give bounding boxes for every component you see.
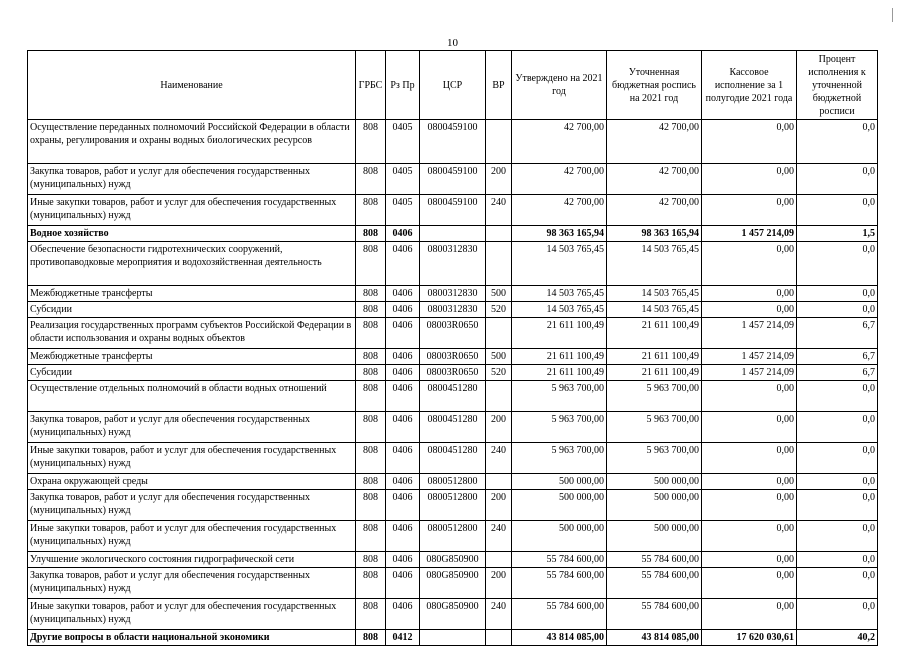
cell-vr: 500	[486, 349, 512, 365]
scan-edge-mark	[892, 8, 893, 22]
header-refined: Уточненная бюджетная роспись на 2021 год	[607, 51, 702, 120]
cell-name: Закупка товаров, работ и услуг для обеспечения государственных (муниципальных) нужд	[28, 164, 356, 195]
cell-executed: 0,00	[702, 443, 797, 474]
cell-rzpr: 0406	[386, 568, 420, 599]
cell-name: Улучшение экологического состояния гидрографической сети	[28, 552, 356, 568]
cell-grbs: 808	[356, 286, 386, 302]
cell-percent: 0,0	[797, 568, 878, 599]
cell-approved: 5 963 700,00	[512, 443, 607, 474]
cell-executed: 0,00	[702, 302, 797, 318]
cell-approved: 14 503 765,45	[512, 242, 607, 286]
cell-csr: 0800451280	[420, 412, 486, 443]
cell-percent: 0,0	[797, 120, 878, 164]
cell-refined: 42 700,00	[607, 195, 702, 226]
table-header-row	[28, 51, 878, 120]
cell-grbs: 808	[356, 474, 386, 490]
cell-vr	[486, 381, 512, 412]
header-name: Наименование	[28, 51, 356, 120]
cell-percent: 0,0	[797, 599, 878, 630]
cell-executed: 1 457 214,09	[702, 349, 797, 365]
cell-name: Субсидии	[28, 302, 356, 318]
cell-csr: 080G850900	[420, 568, 486, 599]
cell-rzpr: 0405	[386, 164, 420, 195]
cell-name: Закупка товаров, работ и услуг для обеспечения государственных (муниципальных) нужд	[28, 490, 356, 521]
cell-name: Иные закупки товаров, работ и услуг для обеспечения государственных (муниципальных) нужд	[28, 443, 356, 474]
cell-approved: 500 000,00	[512, 490, 607, 521]
cell-grbs: 808	[356, 226, 386, 242]
cell-csr: 0800512800	[420, 474, 486, 490]
cell-grbs: 808	[356, 412, 386, 443]
cell-executed: 1 457 214,09	[702, 365, 797, 381]
cell-vr	[486, 552, 512, 568]
cell-rzpr: 0406	[386, 599, 420, 630]
cell-approved: 14 503 765,45	[512, 286, 607, 302]
cell-executed: 0,00	[702, 120, 797, 164]
cell-csr: 080G850900	[420, 552, 486, 568]
cell-name: Иные закупки товаров, работ и услуг для обеспечения государственных (муниципальных) нужд	[28, 195, 356, 226]
cell-rzpr: 0406	[386, 349, 420, 365]
cell-grbs: 808	[356, 242, 386, 286]
cell-vr: 200	[486, 490, 512, 521]
cell-percent: 0,0	[797, 474, 878, 490]
cell-vr	[486, 120, 512, 164]
cell-refined: 500 000,00	[607, 521, 702, 552]
cell-name: Обеспечение безопасности гидротехнических сооружений, противопаводковые мероприятия и водохозяйственная деятельность	[28, 242, 356, 286]
cell-grbs: 808	[356, 164, 386, 195]
cell-percent: 0,0	[797, 195, 878, 226]
cell-rzpr: 0406	[386, 552, 420, 568]
cell-executed: 0,00	[702, 490, 797, 521]
cell-approved: 14 503 765,45	[512, 302, 607, 318]
cell-name: Другие вопросы в области национальной экономики	[28, 630, 356, 646]
cell-percent: 0,0	[797, 412, 878, 443]
cell-name: Осуществление отдельных полномочий в области водных отношений	[28, 381, 356, 412]
cell-refined: 42 700,00	[607, 120, 702, 164]
cell-refined: 500 000,00	[607, 490, 702, 521]
cell-refined: 5 963 700,00	[607, 443, 702, 474]
table-row	[28, 552, 878, 568]
cell-vr: 500	[486, 286, 512, 302]
cell-csr: 080G850900	[420, 599, 486, 630]
cell-percent: 0,0	[797, 552, 878, 568]
cell-grbs: 808	[356, 318, 386, 349]
table-row	[28, 242, 878, 286]
cell-name: Осуществление переданных полномочий Российской Федерации в области охраны, регулирования и охраны водных биологических ресурсов	[28, 120, 356, 164]
cell-executed: 1 457 214,09	[702, 226, 797, 242]
table-row	[28, 412, 878, 443]
cell-percent: 0,0	[797, 286, 878, 302]
cell-rzpr: 0406	[386, 490, 420, 521]
cell-rzpr: 0406	[386, 412, 420, 443]
cell-name: Межбюджетные трансферты	[28, 349, 356, 365]
cell-approved: 21 611 100,49	[512, 318, 607, 349]
cell-refined: 500 000,00	[607, 474, 702, 490]
cell-vr	[486, 318, 512, 349]
table-row	[28, 365, 878, 381]
cell-name: Закупка товаров, работ и услуг для обеспечения государственных (муниципальных) нужд	[28, 568, 356, 599]
cell-name: Межбюджетные трансферты	[28, 286, 356, 302]
table-row	[28, 226, 878, 242]
page-number: 10	[447, 37, 458, 49]
cell-executed: 0,00	[702, 286, 797, 302]
cell-csr: 0800512800	[420, 490, 486, 521]
cell-vr: 200	[486, 164, 512, 195]
cell-refined: 98 363 165,94	[607, 226, 702, 242]
cell-executed: 0,00	[702, 381, 797, 412]
cell-approved: 21 611 100,49	[512, 349, 607, 365]
cell-grbs: 808	[356, 443, 386, 474]
cell-refined: 55 784 600,00	[607, 599, 702, 630]
table-row	[28, 474, 878, 490]
header-grbs: ГРБС	[356, 51, 386, 120]
header-percent: Процент исполнения к уточненной бюджетной росписи	[797, 51, 878, 120]
cell-name: Охрана окружающей среды	[28, 474, 356, 490]
cell-percent: 0,0	[797, 490, 878, 521]
cell-vr	[486, 630, 512, 646]
table-row	[28, 381, 878, 412]
cell-grbs: 808	[356, 381, 386, 412]
cell-csr: 0800312830	[420, 302, 486, 318]
cell-csr: 0800312830	[420, 242, 486, 286]
table-row	[28, 195, 878, 226]
cell-csr: 08003R0650	[420, 318, 486, 349]
header-vr: ВР	[486, 51, 512, 120]
table-row	[28, 318, 878, 349]
cell-csr: 0800459100	[420, 195, 486, 226]
cell-csr: 0800451280	[420, 381, 486, 412]
header-csr: ЦСР	[420, 51, 486, 120]
cell-approved: 500 000,00	[512, 474, 607, 490]
cell-percent: 0,0	[797, 443, 878, 474]
cell-percent: 0,0	[797, 302, 878, 318]
cell-executed: 0,00	[702, 164, 797, 195]
cell-csr: 08003R0650	[420, 349, 486, 365]
cell-csr	[420, 630, 486, 646]
table-row	[28, 599, 878, 630]
cell-rzpr: 0412	[386, 630, 420, 646]
cell-rzpr: 0406	[386, 286, 420, 302]
header-rzpr: Рз Пр	[386, 51, 420, 120]
table-row	[28, 521, 878, 552]
cell-rzpr: 0406	[386, 521, 420, 552]
cell-csr: 0800451280	[420, 443, 486, 474]
cell-grbs: 808	[356, 365, 386, 381]
cell-vr: 200	[486, 568, 512, 599]
cell-refined: 42 700,00	[607, 164, 702, 195]
cell-refined: 21 611 100,49	[607, 318, 702, 349]
cell-csr: 0800459100	[420, 164, 486, 195]
cell-vr: 240	[486, 195, 512, 226]
cell-rzpr: 0405	[386, 120, 420, 164]
cell-rzpr: 0405	[386, 195, 420, 226]
cell-approved: 55 784 600,00	[512, 552, 607, 568]
cell-rzpr: 0406	[386, 226, 420, 242]
cell-grbs: 808	[356, 599, 386, 630]
table-row	[28, 302, 878, 318]
cell-refined: 5 963 700,00	[607, 412, 702, 443]
cell-grbs: 808	[356, 302, 386, 318]
cell-refined: 5 963 700,00	[607, 381, 702, 412]
cell-refined: 14 503 765,45	[607, 242, 702, 286]
cell-vr: 240	[486, 521, 512, 552]
cell-refined: 55 784 600,00	[607, 568, 702, 599]
cell-approved: 98 363 165,94	[512, 226, 607, 242]
cell-rzpr: 0406	[386, 318, 420, 349]
cell-rzpr: 0406	[386, 365, 420, 381]
cell-vr	[486, 474, 512, 490]
cell-name: Иные закупки товаров, работ и услуг для обеспечения государственных (муниципальных) нужд	[28, 599, 356, 630]
cell-executed: 17 620 030,61	[702, 630, 797, 646]
cell-percent: 6,7	[797, 318, 878, 349]
table-row	[28, 490, 878, 521]
cell-approved: 55 784 600,00	[512, 568, 607, 599]
header-executed: Кассовое исполнение за 1 полугодие 2021 года	[702, 51, 797, 120]
cell-rzpr: 0406	[386, 381, 420, 412]
cell-refined: 21 611 100,49	[607, 349, 702, 365]
cell-grbs: 808	[356, 490, 386, 521]
cell-approved: 43 814 085,00	[512, 630, 607, 646]
cell-name: Иные закупки товаров, работ и услуг для обеспечения государственных (муниципальных) нужд	[28, 521, 356, 552]
cell-percent: 6,7	[797, 349, 878, 365]
cell-executed: 0,00	[702, 412, 797, 443]
cell-vr: 240	[486, 443, 512, 474]
cell-vr: 240	[486, 599, 512, 630]
cell-executed: 1 457 214,09	[702, 318, 797, 349]
cell-percent: 1,5	[797, 226, 878, 242]
cell-csr: 0800312830	[420, 286, 486, 302]
cell-refined: 14 503 765,45	[607, 286, 702, 302]
cell-vr	[486, 226, 512, 242]
cell-approved: 42 700,00	[512, 120, 607, 164]
cell-vr	[486, 242, 512, 286]
cell-percent: 0,0	[797, 521, 878, 552]
cell-csr: 0800512800	[420, 521, 486, 552]
cell-grbs: 808	[356, 568, 386, 599]
cell-refined: 43 814 085,00	[607, 630, 702, 646]
cell-approved: 500 000,00	[512, 521, 607, 552]
cell-grbs: 808	[356, 120, 386, 164]
cell-vr: 520	[486, 365, 512, 381]
cell-approved: 55 784 600,00	[512, 599, 607, 630]
cell-csr	[420, 226, 486, 242]
table-row	[28, 120, 878, 164]
header-approved: Утверждено на 2021 год	[512, 51, 607, 120]
cell-executed: 0,00	[702, 599, 797, 630]
cell-name: Закупка товаров, работ и услуг для обеспечения государственных (муниципальных) нужд	[28, 412, 356, 443]
cell-name: Водное хозяйство	[28, 226, 356, 242]
cell-percent: 0,0	[797, 164, 878, 195]
cell-rzpr: 0406	[386, 443, 420, 474]
cell-executed: 0,00	[702, 242, 797, 286]
cell-executed: 0,00	[702, 521, 797, 552]
cell-executed: 0,00	[702, 552, 797, 568]
cell-approved: 42 700,00	[512, 164, 607, 195]
cell-refined: 55 784 600,00	[607, 552, 702, 568]
table-row	[28, 443, 878, 474]
cell-executed: 0,00	[702, 195, 797, 226]
cell-grbs: 808	[356, 195, 386, 226]
cell-percent: 40,2	[797, 630, 878, 646]
table-row	[28, 568, 878, 599]
table-row	[28, 286, 878, 302]
cell-csr: 08003R0650	[420, 365, 486, 381]
cell-refined: 14 503 765,45	[607, 302, 702, 318]
cell-grbs: 808	[356, 630, 386, 646]
cell-rzpr: 0406	[386, 474, 420, 490]
cell-vr: 520	[486, 302, 512, 318]
cell-name: Субсидии	[28, 365, 356, 381]
budget-table	[27, 50, 878, 646]
table-row	[28, 630, 878, 646]
cell-rzpr: 0406	[386, 242, 420, 286]
cell-approved: 42 700,00	[512, 195, 607, 226]
cell-refined: 21 611 100,49	[607, 365, 702, 381]
cell-executed: 0,00	[702, 568, 797, 599]
cell-approved: 5 963 700,00	[512, 412, 607, 443]
cell-name: Реализация государственных программ субъектов Российской Федерации в области использования и охраны водных объектов	[28, 318, 356, 349]
cell-percent: 0,0	[797, 381, 878, 412]
table-row	[28, 349, 878, 365]
cell-approved: 21 611 100,49	[512, 365, 607, 381]
cell-grbs: 808	[356, 552, 386, 568]
cell-vr: 200	[486, 412, 512, 443]
cell-grbs: 808	[356, 521, 386, 552]
cell-approved: 5 963 700,00	[512, 381, 607, 412]
cell-csr: 0800459100	[420, 120, 486, 164]
cell-percent: 0,0	[797, 242, 878, 286]
table-row	[28, 164, 878, 195]
cell-executed: 0,00	[702, 474, 797, 490]
cell-grbs: 808	[356, 349, 386, 365]
cell-rzpr: 0406	[386, 302, 420, 318]
cell-percent: 6,7	[797, 365, 878, 381]
